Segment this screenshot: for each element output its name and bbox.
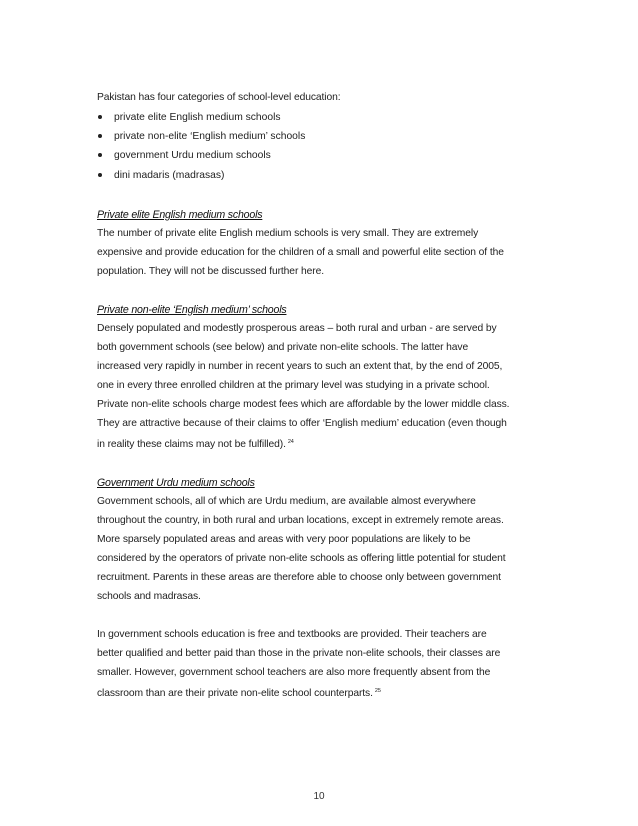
paragraph-line: Private non-elite schools charge modest fees which are affordable by the lower middle class. (97, 398, 510, 410)
bullet-icon (98, 134, 102, 138)
section-paragraph (97, 224, 547, 281)
paragraph-line: throughout the country, in both rural and urban locations, except in extremely remote areas. (97, 514, 504, 526)
page-number: 10 (313, 791, 325, 802)
footnote-ref: 25 (374, 687, 381, 694)
footnote-ref: 24 (287, 438, 294, 445)
paragraph-line: schools and madrasas. (97, 590, 201, 602)
paragraph-line: population. They will not be discussed further here. (97, 265, 324, 277)
paragraph-line: one in every three enrolled children at the primary level was studying in a private school. (97, 379, 490, 391)
paragraph-line: classroom than are their private non-elite school counterparts. $^{25}$ (97, 687, 381, 699)
list-item: government Urdu medium schools (97, 146, 547, 165)
paragraph-line: recruitment. Parents in these areas are therefore able to choose only between government (97, 571, 501, 583)
paragraph-line: considered by the operators of private non-elite schools as offering little potential for student (97, 552, 506, 564)
paragraph-line: Government schools, all of which are Urdu medium, are available almost everywhere (97, 495, 476, 507)
list-item: dini madaris (madrasas) (97, 166, 547, 185)
section-government-urdu (97, 475, 547, 703)
section-paragraph (97, 319, 547, 454)
section-private-non-elite (97, 302, 547, 454)
category-list (97, 108, 547, 185)
section-paragraph (97, 492, 547, 606)
section-heading: Government Urdu medium schools (97, 476, 255, 489)
list-item: private non-elite ‘English medium’ schools (97, 127, 547, 146)
paragraph-line: Densely populated and modestly prosperous areas – both rural and urban - are served by (97, 322, 497, 334)
bullet-icon (98, 115, 102, 119)
paragraph-line: both government schools (see below) and private non-elite schools. The latter have (97, 341, 469, 353)
paragraph-line: The number of private elite English medium schools is very small. They are extremely (97, 227, 479, 239)
section-heading: Private elite English medium schools (97, 208, 263, 221)
list-item: private elite English medium schools (97, 108, 547, 127)
paragraph-line: in reality these claims may not be fulfilled). $^{24}$ (97, 438, 294, 450)
document-body (97, 88, 547, 703)
intro-text: Pakistan has four categories of school-level education: (97, 92, 341, 103)
paragraph-line: More sparsely populated areas and areas with very poor populations are likely to be (97, 533, 471, 545)
section-heading: Private non-elite ‘English medium’ schools (97, 303, 287, 316)
paragraph-line: expensive and provide education for the children of a small and powerful elite section of the (97, 246, 504, 258)
paragraph-line: better qualified and better paid than those in the private non-elite schools, their classes are (97, 647, 501, 659)
paragraph-line: They are attractive because of their claims to offer ‘English medium’ education (even though (97, 417, 507, 429)
section-paragraph (97, 625, 547, 703)
paragraph-line: In government schools education is free and textbooks are provided. Their teachers are (97, 628, 487, 640)
section-private-elite (97, 207, 547, 281)
bullet-icon (98, 153, 102, 157)
bullet-icon (98, 173, 102, 177)
paragraph-line: increased very rapidly in number in recent years to such an extent that, by the end of 2005, (97, 360, 503, 372)
paragraph-line: smaller. However, government school teachers are also more frequently absent from the (97, 666, 491, 678)
